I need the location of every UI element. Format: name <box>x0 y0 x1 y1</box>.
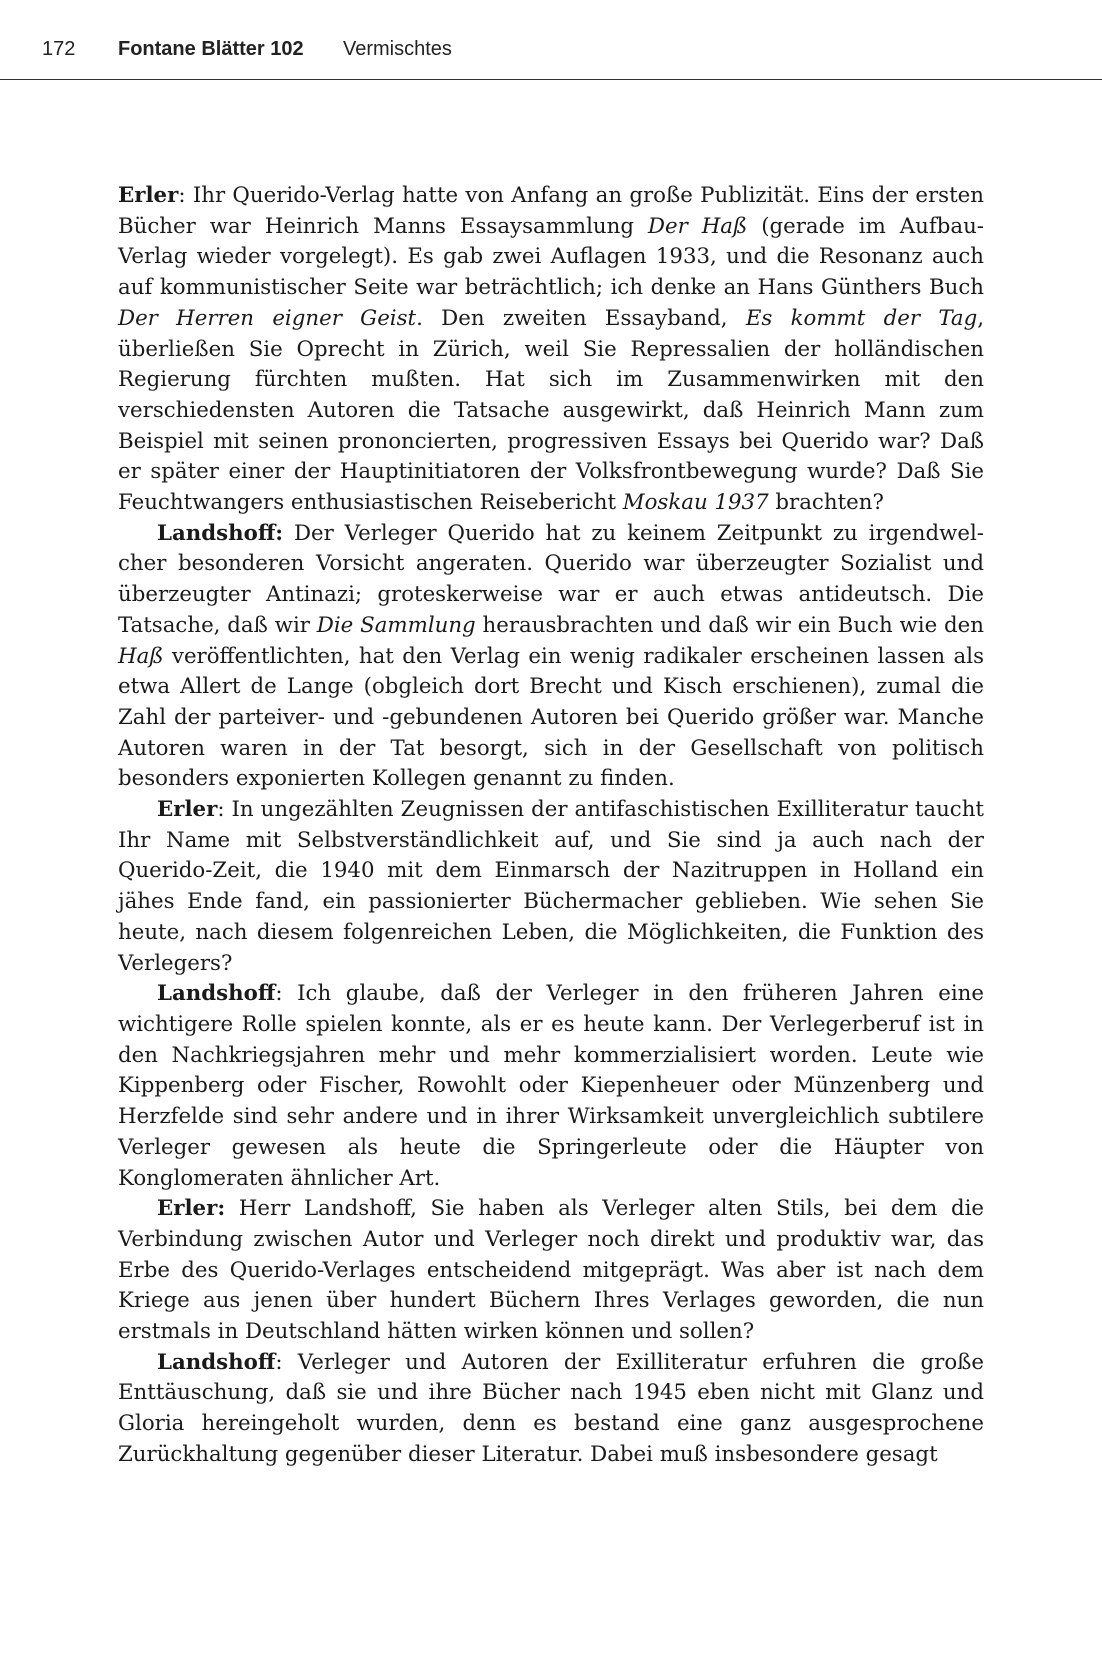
interview-paragraph <box>118 519 984 795</box>
speaker-name: Landshoff <box>157 1349 276 1375</box>
text-segment: : Ihr Querido-Verlag hatte von Anfang an große Publizität. Eins der ersten Bücher war Heinrich Manns Essaysammlung <box>118 183 984 239</box>
text-segment: : In ungezählten Zeugnissen der antifaschistischen Exilliteratur taucht Ihr Name mit Selbstverständlichkeit auf, und Sie sind ja auch nach der Querido-Zeit, die 1940 mit dem Einmarsch der Nazitruppen in Holland ein jähes Ende fand, ein passionierter Büchermacher geblieben. Wie sehen Sie heute, nach diesem folgenreichen Leben, die Möglichkeiten, die Funktion des Verlegers? <box>118 797 984 976</box>
text-segment: : Ich glaube, daß der Verleger in den früheren Jahren eine wichtigere Rolle spielen konnte, als er es heute kann. Der Verlegerberuf ist in den Nachkriegsjahren mehr und mehr kommerzialisiert worden. Leute wie Kippenberg oder Fischer, Rowohlt oder Kiepenheuer oder Münzenberg und Herzfelde sind sehr andere und in ihrer Wirksamkeit unvergleichlich subtilere Verleger gewesen als heute die Springerleute oder die Häupter von Konglomeraten ähnlicher Art. <box>118 981 984 1191</box>
text-segment: brachten? <box>768 490 884 516</box>
text-segment: Herr Landshoff, Sie haben als Verleger alten Stils, bei dem die Verbindung zwischen Autor und Verleger noch direkt und produktiv war, das Erbe des Querido-Verlages entscheidend mitgeprägt. Was aber ist nach dem Kriege aus jenen über hundert Büchern Ihres Verlages geworden, die nun erstmals in Deutschland hätten wirken können und sollen? <box>118 1196 984 1345</box>
section-name: Vermischtes <box>343 38 452 60</box>
text-segment: (gerade im Aufbau-Verlag wieder vorgelegt). Es gab zwei Auflagen 1933, und die Resonanz auch auf kommunistischer Seite war beträchtlich; ich denke an Hans Günthers Buch <box>118 213 984 301</box>
running-head <box>0 0 1102 80</box>
text-segment: , überließen Sie Oprecht in Zürich, weil Sie Repressalien der holländischen Regierung fürchten mußten. Hat sich im Zusammenwirken mit den verschiedensten Autoren die Tatsache ausgewirkt, daß Heinrich Mann zum Beispiel mit seinen prononcierten, progressiven Essays bei Querido war? Daß er später einer der Hauptinitiatoren der Volksfrontbewegung wurde? Daß Sie Feuchtwangers enthusiastischen Reisebericht <box>118 305 984 516</box>
journal-title: Fontane Blätter 102 <box>118 38 304 60</box>
interview-paragraph <box>118 1194 984 1348</box>
book-title: Haß <box>118 643 164 669</box>
speaker-name: Landshoff <box>157 981 276 1007</box>
text-segment: veröffentlichten, hat den Verlag ein wenig radikaler erscheinen lassen als etwa Allert de Lange (obgleich dort Brecht und Kisch erschienen), zumal die Zahl der parteiver- und -gebundenen Autoren bei Querido größer war. Manche Autoren waren in der Tat besorgt, sich in der Gesellschaft von politisch besonders exponierten Kollegen genannt zu finden. <box>118 643 984 792</box>
text-segment: herausbrachten und daß wir ein Buch wie den <box>475 612 984 638</box>
interview-paragraph <box>118 181 984 519</box>
speaker-name: Erler <box>118 183 179 208</box>
book-title: Der Haß <box>647 213 748 239</box>
book-title: Die Sammlung <box>316 612 476 638</box>
book-title: Der Herren eigner Geist <box>118 305 417 331</box>
interview-paragraph <box>118 1348 984 1471</box>
book-title: Moskau 1937 <box>622 490 769 516</box>
text-segment: Der Verleger Querido hat zu keinem Zeitpunkt zu irgendwelcher besonderen Vorsicht angeraten. Querido war überzeugter Sozialist und überzeugter Antinazi; groteskerweise war er auch etwas antideutsch. Die Tatsache, daß wir <box>118 520 984 638</box>
speaker-name: Erler: <box>157 1196 226 1222</box>
text-segment: . Den zweiten Essayband, <box>416 305 746 331</box>
page-number: 172 <box>42 38 76 60</box>
interview-paragraph <box>118 979 984 1194</box>
body-text <box>118 181 984 1471</box>
speaker-name: Landshoff: <box>157 520 284 546</box>
interview-paragraph <box>118 795 984 979</box>
text-segment: : Verleger und Autoren der Exilliteratur erfuhren die große Enttäuschung, daß sie und ihre Bücher nach 1945 eben nicht mit Glanz und Gloria hereingeholt wurden, denn es bestand eine ganz ausgesprochene Zurückhaltung gegenüber dieser Literatur. Dabei muß insbesondere gesagt <box>118 1349 984 1467</box>
speaker-name: Erler <box>157 797 218 823</box>
book-title: Es kommt der Tag <box>745 305 978 331</box>
